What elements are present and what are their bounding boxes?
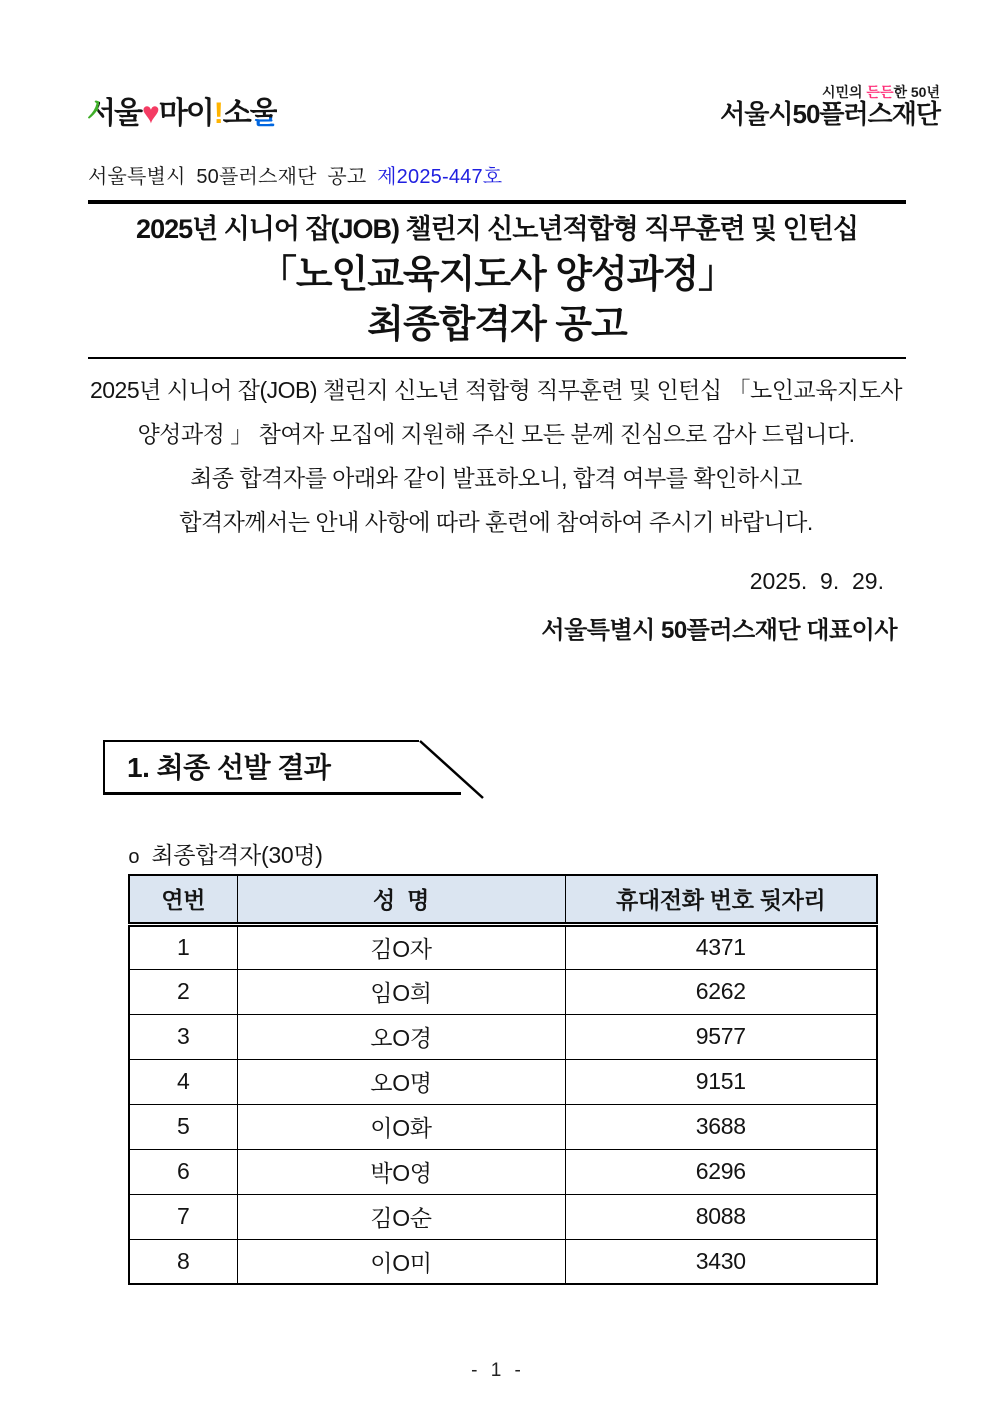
table-row — [129, 1149, 877, 1194]
title-line-3: 최종합격자 공고 — [367, 304, 627, 346]
cell-name: 임O희 — [237, 969, 565, 1014]
seoul-my-soul-logo — [87, 88, 277, 132]
cell-phone: 3430 — [565, 1239, 877, 1284]
greeting-line-4: 합격자께서는 안내 사항에 따라 훈련에 참여하여 주시기 바랍니다. — [179, 509, 813, 535]
table-row — [129, 1194, 877, 1239]
logo-letter-ul: 울 — [113, 97, 141, 130]
cell-seq: 8 — [129, 1239, 237, 1284]
cell-phone: 6262 — [565, 969, 877, 1014]
subheading-text: 최종합격자(30명) — [139, 842, 323, 868]
announcement-date: 2025. 9. 29. — [749, 568, 884, 594]
tagline-suffix: 한 50년 — [893, 84, 940, 100]
cell-name: 김O순 — [237, 1194, 565, 1239]
seoul50plus-logo — [720, 84, 940, 130]
section-heading-box — [103, 740, 419, 792]
section-heading: 1. 최종 선발 결과 — [127, 752, 331, 783]
cell-name: 박O영 — [237, 1149, 565, 1194]
tagline-prefix: 시민의 — [821, 84, 867, 100]
cell-seq: 6 — [129, 1149, 237, 1194]
cell-seq: 2 — [129, 969, 237, 1014]
header-phone: 휴대전화 번호 뒷자리 — [565, 875, 877, 924]
table-row — [129, 969, 877, 1014]
page-number: - 1 - — [471, 1360, 521, 1381]
table-header-row — [129, 875, 877, 924]
logo-org-name: 서울시50플러스재단 — [720, 99, 940, 130]
header-name: 성 명 — [237, 875, 565, 924]
logo-tagline — [720, 84, 940, 100]
title-line-1: 2025년 시니어 잡(JOB) 챌린지 신노년적합형 직무훈련 및 인턴십 — [136, 214, 858, 244]
table-row — [129, 1059, 877, 1104]
cell-seq: 3 — [129, 1014, 237, 1059]
title-line-2: 「노인교육지도사 양성과정」 — [258, 254, 736, 296]
cell-phone: 3688 — [565, 1104, 877, 1149]
notice-prefix: 서울특별시 50플러스재단 공고 — [88, 166, 378, 188]
cell-seq: 5 — [129, 1104, 237, 1149]
table-row — [129, 1104, 877, 1149]
cell-phone: 9577 — [565, 1014, 877, 1059]
table-row — [129, 924, 877, 969]
greeting-line-3: 최종 합격자를 아래와 같이 발표하오니, 합격 여부를 확인하시고 — [190, 465, 802, 491]
logo-letters-mai: 마이 — [158, 97, 213, 130]
notice-number-line — [88, 160, 502, 189]
cell-phone: 6296 — [565, 1149, 877, 1194]
exclamation-icon: ! — [213, 97, 222, 130]
cell-seq: 7 — [129, 1194, 237, 1239]
tagline-highlight: 든든 — [866, 84, 894, 100]
greeting-line-2: 양성과정 」 참여자 모집에 지원해 주신 모든 분께 진심으로 감사 드립니다. — [137, 421, 855, 447]
signature-org: 서울특별시 50플러스재단 대표이사 — [541, 617, 897, 644]
section-heading-diagonal — [418, 740, 486, 800]
greeting-line-1: 2025년 시니어 잡(JOB) 챌린지 신노년 적합형 직무훈련 및 인턴십 「노인교육지도사 — [89, 377, 903, 403]
heart-icon: ♥ — [141, 97, 158, 130]
final-pass-table — [128, 874, 878, 1285]
cell-phone: 4371 — [565, 924, 877, 969]
notice-number: 제2025-447호 — [377, 166, 503, 188]
cell-name: 김O자 — [237, 924, 565, 969]
bullet-o: o — [128, 846, 140, 868]
header-seq: 연번 — [129, 875, 237, 924]
table-row — [129, 1014, 877, 1059]
cell-phone: 9151 — [565, 1059, 877, 1104]
announcement-title-box — [88, 200, 906, 359]
cell-name: 오O명 — [237, 1059, 565, 1104]
logo-letter-so: 소 — [222, 97, 250, 130]
table-row — [129, 1239, 877, 1284]
cell-name: 오O경 — [237, 1014, 565, 1059]
cell-seq: 4 — [129, 1059, 237, 1104]
section-heading-underline — [103, 792, 461, 795]
cell-seq: 1 — [129, 924, 237, 969]
cell-phone: 8088 — [565, 1194, 877, 1239]
logo-letter-ul2: 울 — [249, 97, 277, 130]
cell-name: 이O미 — [237, 1239, 565, 1284]
logo-letter-seo: 서 — [87, 97, 114, 130]
greeting-paragraph — [60, 368, 932, 544]
cell-name: 이O화 — [237, 1104, 565, 1149]
